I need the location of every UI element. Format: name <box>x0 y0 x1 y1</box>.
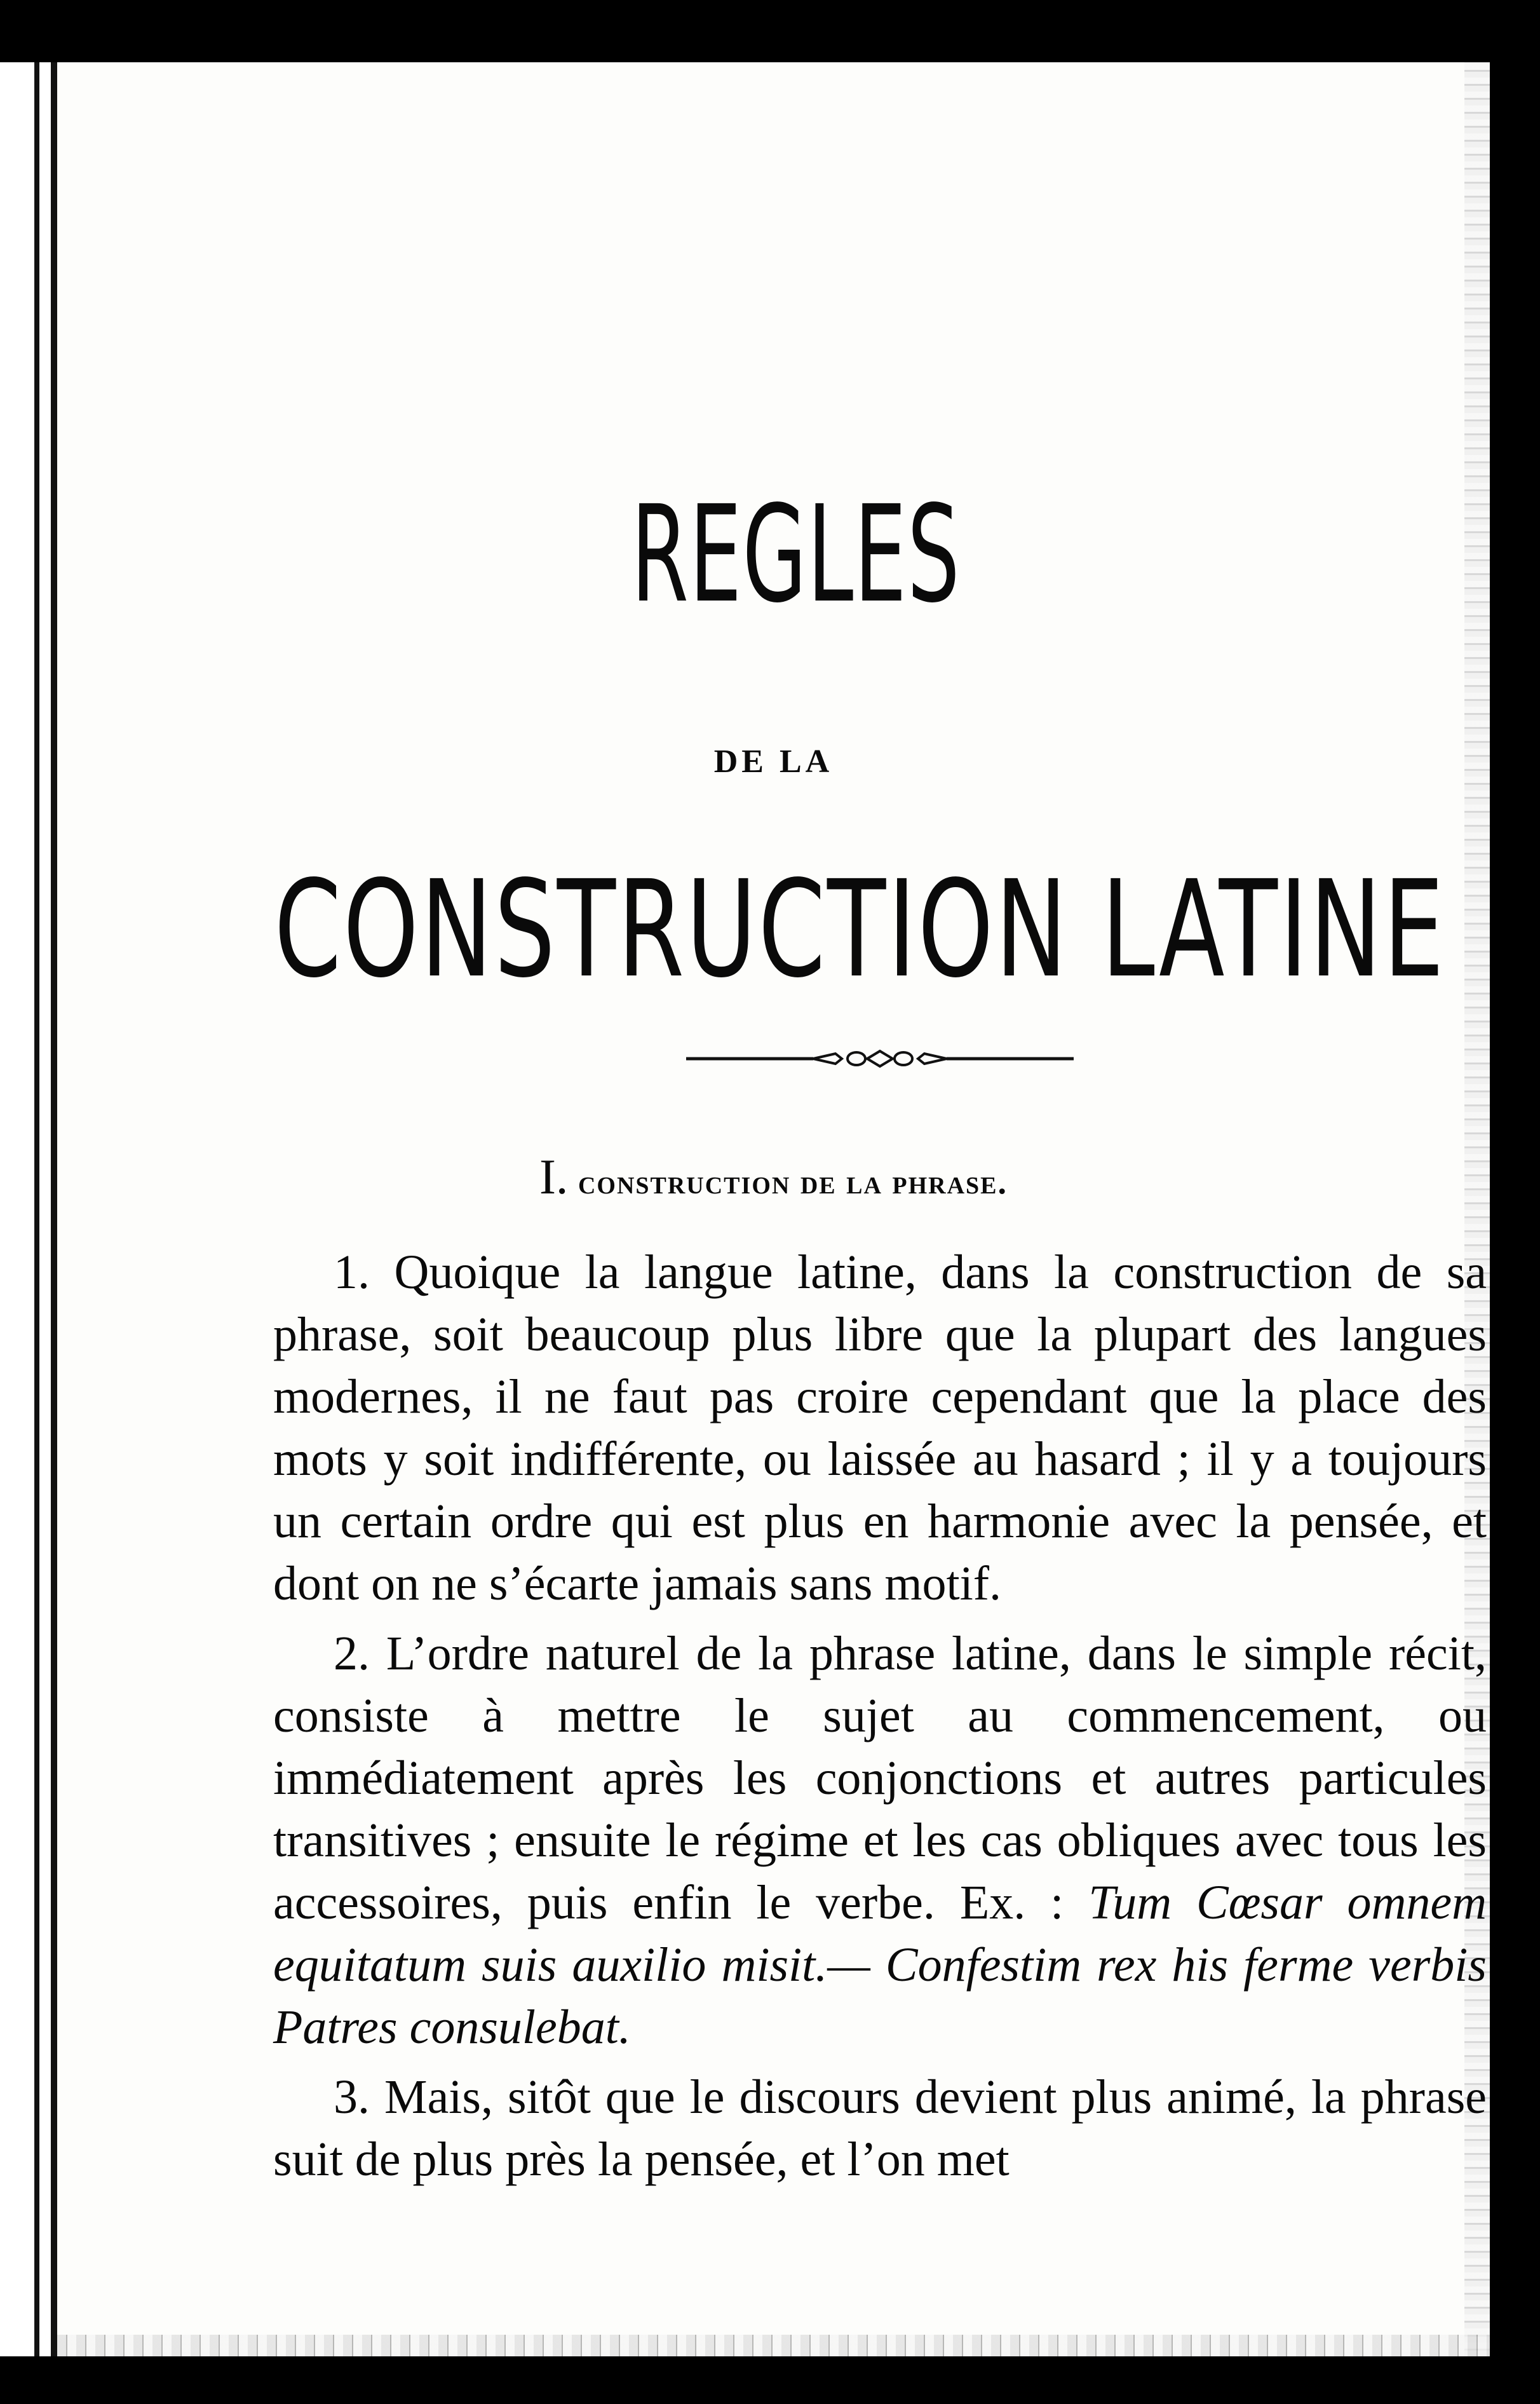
book-binding-edge <box>0 62 51 2356</box>
paragraph-number: 3. <box>334 2070 370 2124</box>
paragraph-2 <box>273 1622 1487 2058</box>
section-number: I. <box>539 1149 569 1204</box>
paragraph-text: L’ordre naturel de la phrase latine, dans le simple récit, consiste à mettre le sujet au commencement, ou immédiatement après les conjonctions et autres particules transitives ; ensuite le régime et les cas obliques avec tous les accessoires, puis enfin le verbe. Ex. : <box>273 1627 1487 1929</box>
book-page <box>51 62 1490 2356</box>
section-heading <box>57 1149 1490 1204</box>
latin-example: Tum Cœsar omnem equitatum suis auxilio misit.— Confestim rex his ferme verbis Patres consulebat. <box>273 1876 1487 2054</box>
section-title: construction de la phrase. <box>578 1163 1008 1201</box>
title-construction-latine: CONSTRUCTION LATINE <box>274 852 1446 1007</box>
paragraph-number: 2. <box>334 1627 370 1680</box>
paragraph-1 <box>273 1241 1487 1615</box>
paragraph-3 <box>273 2066 1487 2190</box>
ornamental-divider <box>686 1046 1074 1071</box>
paragraph-text: Mais, sitôt que le discours devient plus animé, la phrase suit de plus près la pensée, et l’on met <box>273 2070 1487 2186</box>
title-regles: REGLES <box>631 477 961 632</box>
page-edge-bottom <box>57 2335 1490 2356</box>
title-de-la: DE LA <box>713 744 834 780</box>
paragraph-text: Quoique la langue latine, dans la construction de sa phrase, soit beaucoup plus libre que la plupart des langues modernes, il ne faut pas croire cependant que la place des mots y soit indifférente, ou laissée au hasard ; il y a toujours un certain ordre qui est plus en harmonie avec la pensée, et dont on ne s’écarte jamais sans motif. <box>273 1246 1487 1610</box>
paragraph-number: 1. <box>334 1246 370 1299</box>
body-text <box>273 1241 1487 2198</box>
